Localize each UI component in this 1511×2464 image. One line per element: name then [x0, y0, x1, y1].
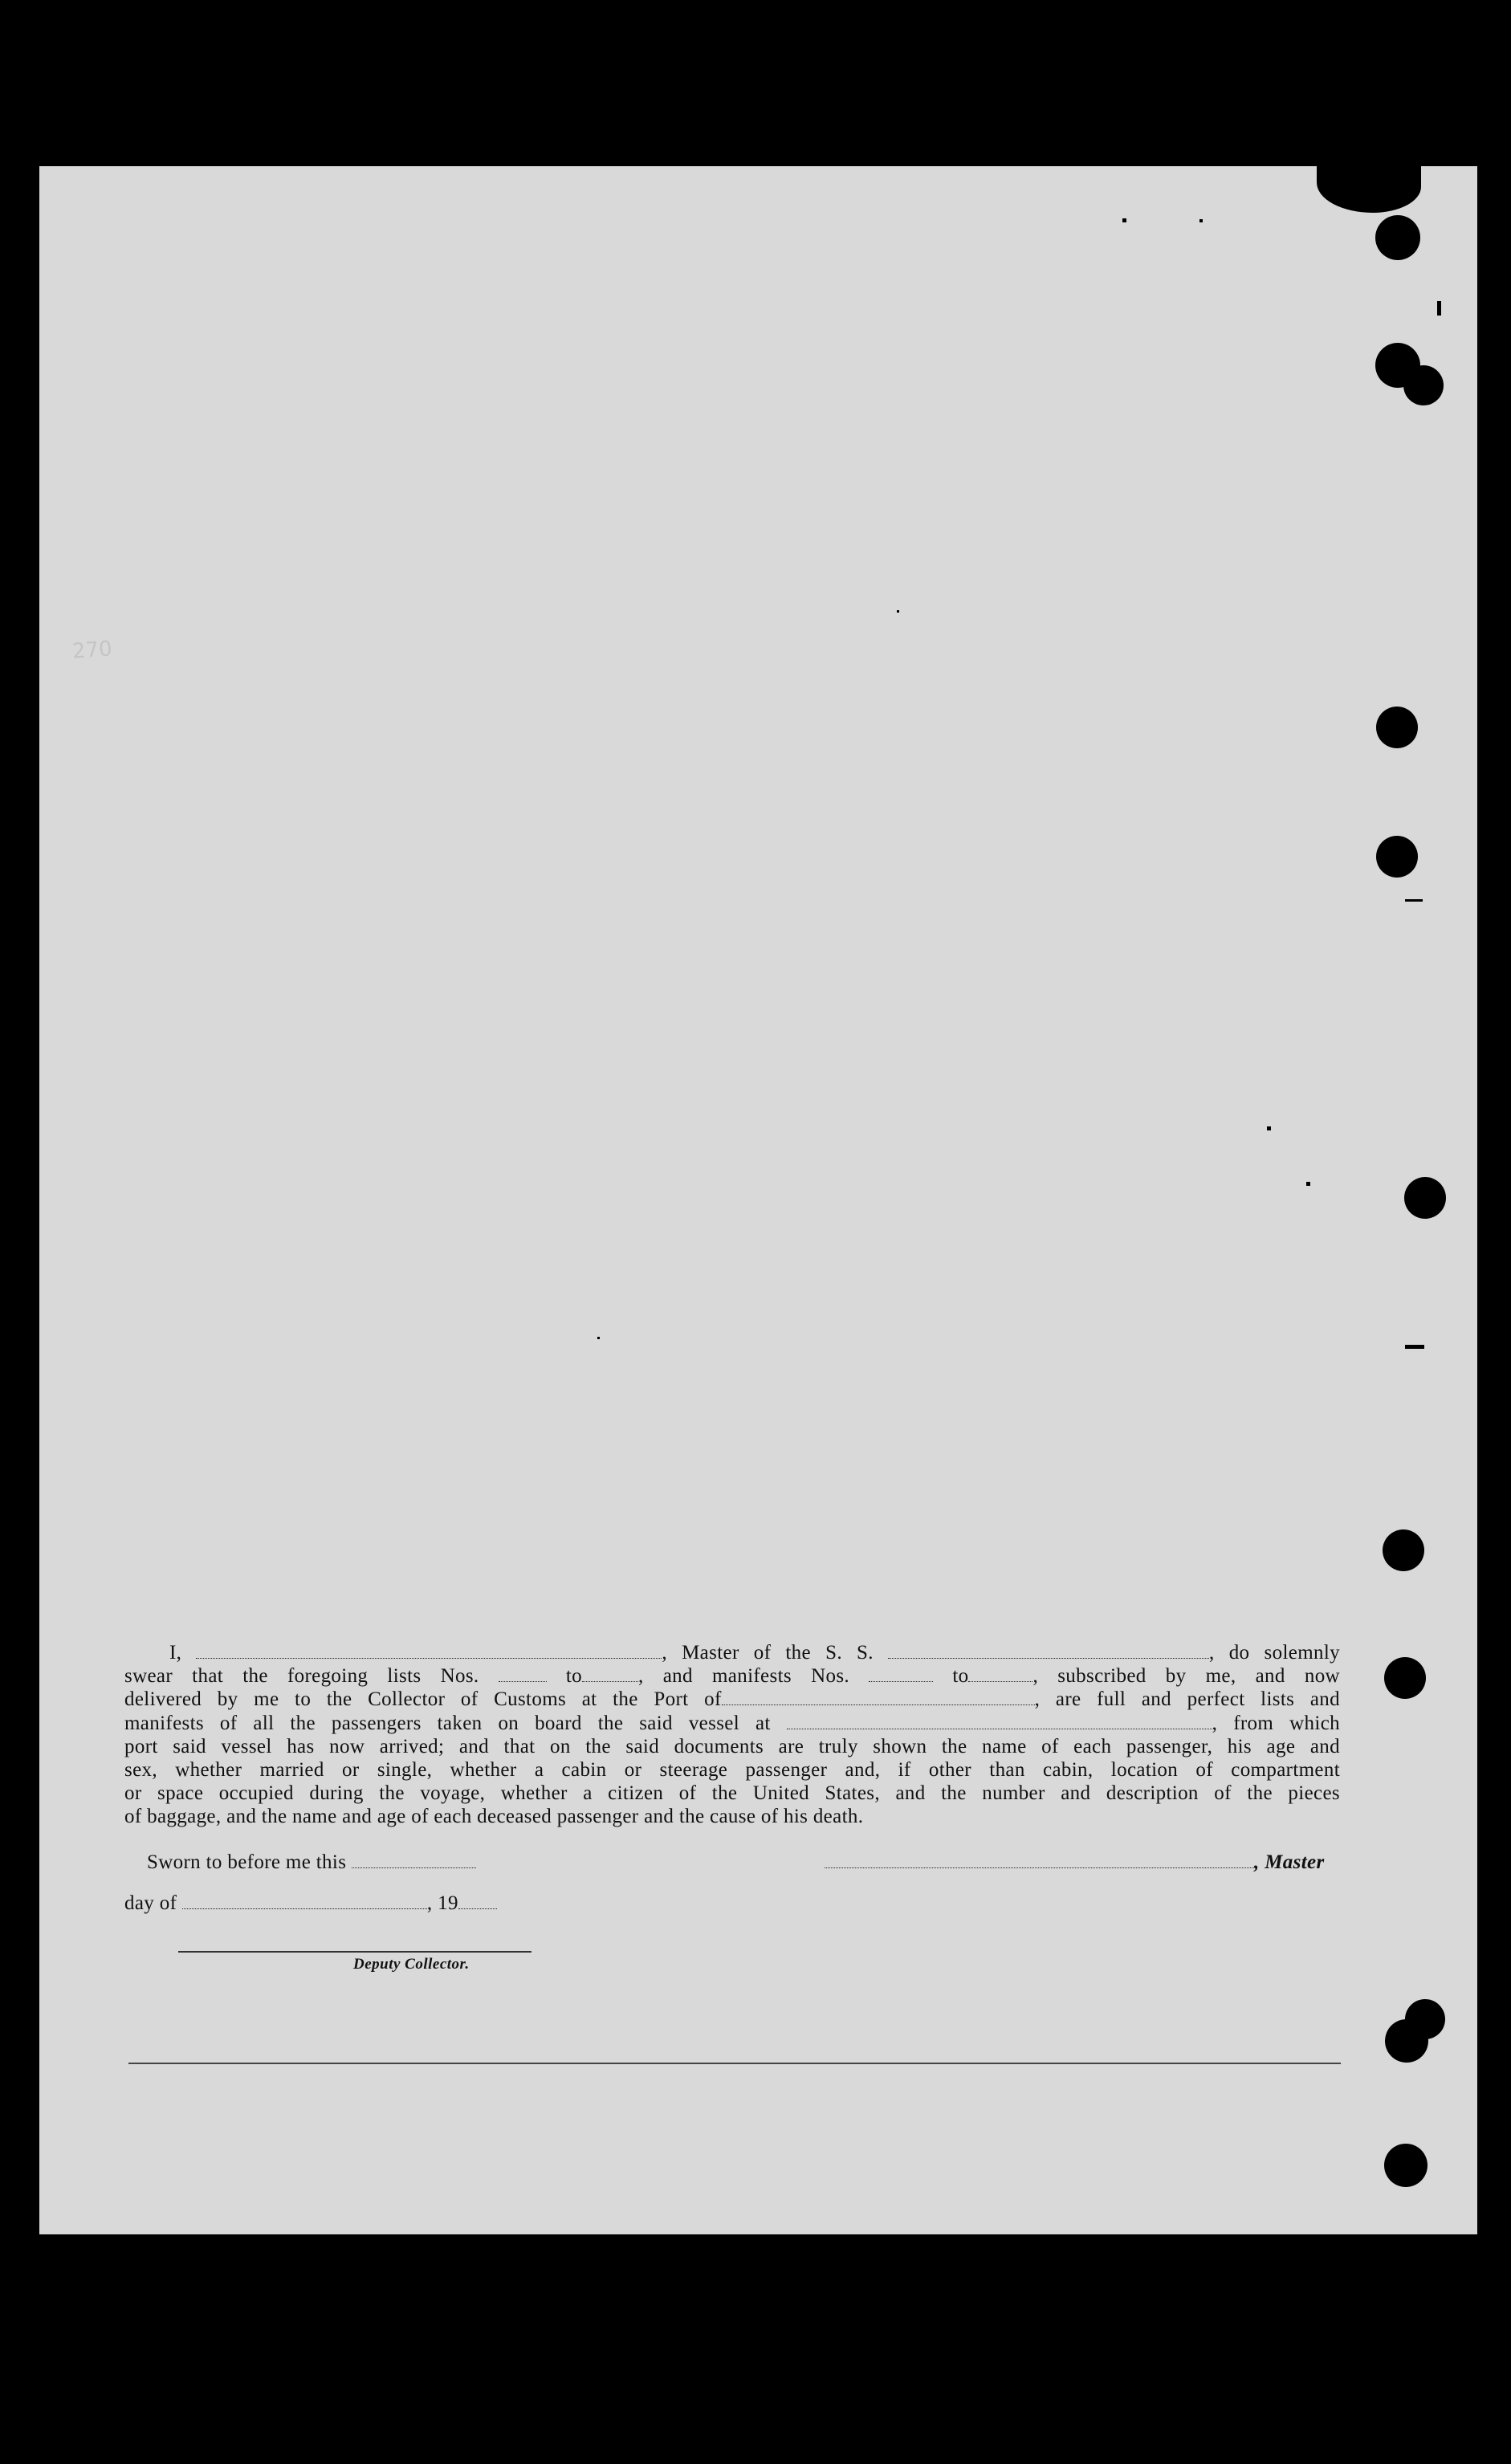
- oath-text: , do solemnly: [1209, 1642, 1340, 1664]
- oath-line: or space occupied during the voyage, whether a citizen of the United States, and the number and description of the pieces: [124, 1782, 1340, 1805]
- punch-hole: [1404, 1177, 1446, 1219]
- oath-text: , from which: [1212, 1712, 1340, 1734]
- punch-hole: [1384, 1657, 1426, 1699]
- oath-text: , and manifests Nos.: [637, 1665, 850, 1688]
- oath-line: port said vessel has now arrived; and that on the said documents are truly shown the name of each passenger, his age and: [124, 1735, 1340, 1757]
- manifest-from-field[interactable]: [869, 1667, 933, 1682]
- deputy-signature-line[interactable]: [178, 1951, 531, 1953]
- oath-text: delivered by me to the Collector of Customs at the Port of: [124, 1688, 722, 1711]
- sworn-label: Sworn to before me this: [147, 1851, 347, 1873]
- month-field[interactable]: [182, 1894, 427, 1909]
- scan-speck: [1199, 219, 1203, 222]
- oath-text: , are full and perfect lists and: [1034, 1688, 1340, 1711]
- bottom-rule: [128, 2063, 1341, 2064]
- punch-hole: [1385, 2019, 1428, 2063]
- edge-mark: [1405, 1345, 1424, 1349]
- punch-hole: [1376, 836, 1418, 878]
- oath-text: manifests of all the passengers taken on board the said vessel at: [124, 1712, 771, 1734]
- ship-name-field[interactable]: [888, 1643, 1209, 1659]
- scan-speck: [1267, 1126, 1271, 1130]
- oath-paragraph: [124, 1641, 1340, 1829]
- punch-hole: [1403, 365, 1444, 405]
- punch-hole: [1376, 707, 1418, 748]
- list-from-field[interactable]: [499, 1667, 547, 1682]
- vessel-master-name-field[interactable]: [196, 1643, 662, 1659]
- punch-hole: [1383, 1529, 1424, 1571]
- oath-text: swear that the foregoing lists Nos.: [124, 1665, 479, 1688]
- oath-text: , subscribed by me, and now: [1032, 1665, 1340, 1688]
- scan-speck: [1306, 1182, 1310, 1186]
- edge-mark: [1405, 899, 1423, 902]
- oath-text: I,: [169, 1642, 182, 1664]
- sworn-date-field[interactable]: [352, 1853, 476, 1868]
- punch-hole: [1375, 215, 1420, 260]
- form-sheet: [39, 166, 1477, 2234]
- oath-line: [124, 1688, 1340, 1711]
- manifest-to-field[interactable]: [968, 1667, 1032, 1682]
- day-row: [124, 1892, 497, 1915]
- year-prefix: , 19: [426, 1892, 458, 1914]
- scan-speck: [597, 1337, 600, 1339]
- oath-line: [124, 1664, 1340, 1688]
- scan-speck: [897, 610, 899, 613]
- punch-hole: [1384, 2144, 1428, 2187]
- oath-line: of baggage, and the name and age of each deceased passenger and the cause of his death.: [124, 1806, 864, 1828]
- master-signature-row: [825, 1851, 1325, 1874]
- master-signature-field[interactable]: [825, 1853, 1254, 1868]
- master-label: , Master: [1254, 1851, 1325, 1873]
- oath-line: sex, whether married or single, whether a cabin or steerage passenger and, if other than cabin, location of compartment: [124, 1759, 1340, 1782]
- oath-line: [124, 1712, 1340, 1735]
- list-to-field[interactable]: [582, 1667, 638, 1682]
- oath-text: to: [952, 1665, 969, 1688]
- oath-text: , Master of the S. S.: [662, 1642, 874, 1664]
- scan-speck: [1437, 301, 1441, 316]
- year-field[interactable]: [458, 1894, 497, 1909]
- sworn-row: [147, 1851, 476, 1874]
- day-of-label: day of: [124, 1892, 177, 1914]
- embarkation-port-field[interactable]: [787, 1714, 1212, 1729]
- pencil-annotation: 270: [71, 637, 113, 664]
- oath-text: to: [565, 1665, 582, 1688]
- port-field[interactable]: [722, 1690, 1035, 1705]
- scan-speck: [1122, 218, 1126, 222]
- deputy-collector-label: Deputy Collector.: [353, 1956, 470, 1973]
- oath-line: [124, 1641, 1340, 1664]
